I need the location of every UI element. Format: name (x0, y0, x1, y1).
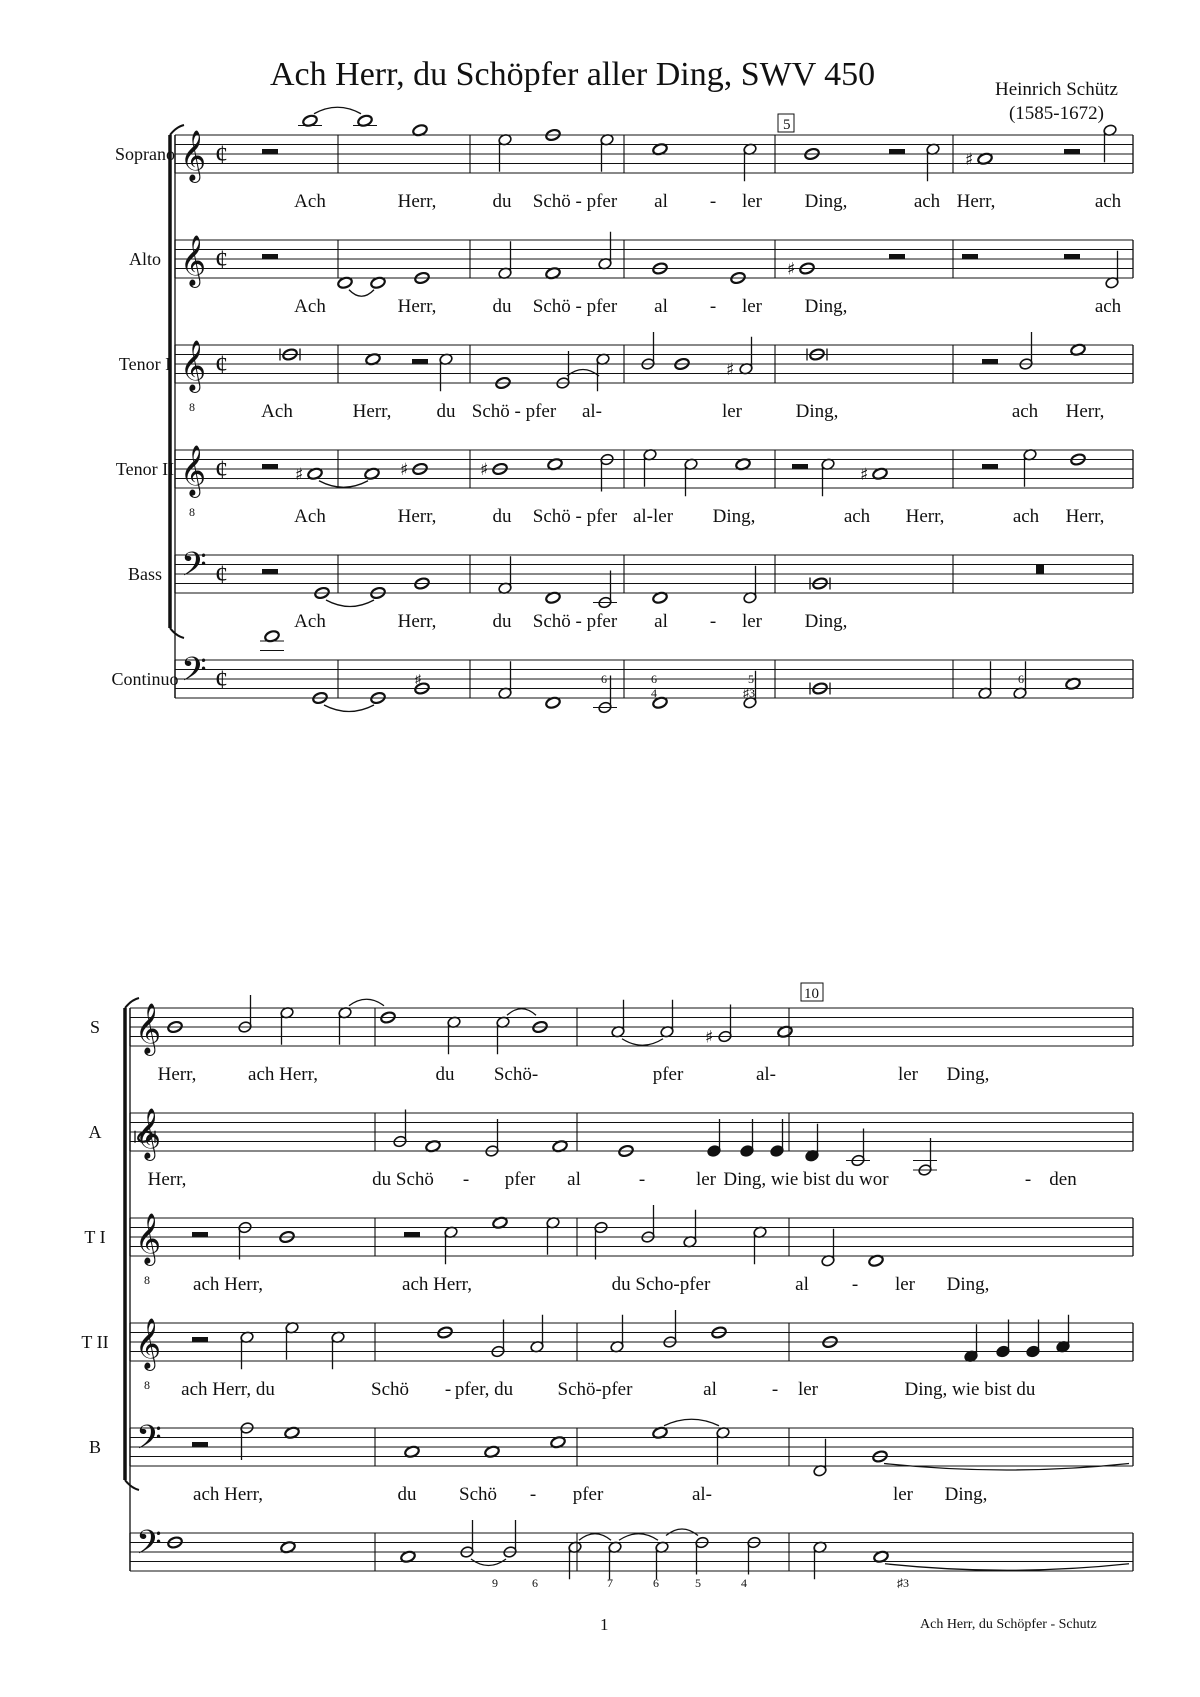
lyric-syllable: - (638, 1169, 646, 1190)
part-name: S (89, 1017, 101, 1037)
lyric-syllable: Ach (294, 611, 326, 632)
bass-clef-icon: 𝄢 (136, 1419, 162, 1465)
lyric-syllable: Herr, (157, 1064, 197, 1085)
part-name: T I (84, 1227, 106, 1247)
lyric-syllable: Ach (294, 506, 326, 527)
bass-clef-icon: 𝄢 (136, 1524, 162, 1570)
lyric-syllable: du Scho-pfer (611, 1274, 711, 1295)
lyric-syllable: Herr, (397, 506, 437, 527)
sharp-icon: ♯ (726, 359, 735, 380)
tie (622, 1039, 663, 1046)
tie (884, 1464, 1129, 1471)
lyric-syllable: al (654, 296, 668, 317)
lyric-syllable: ler (695, 1169, 717, 1190)
lyric-syllable: al-ler (632, 506, 674, 527)
tie (471, 1559, 506, 1566)
lyric-syllable: du (397, 1484, 417, 1505)
half-rest-icon (792, 464, 808, 469)
lyric-syllable: al- (581, 401, 603, 422)
tie (324, 705, 374, 712)
lyric-syllable: ler (741, 611, 763, 632)
lyric-syllable: Ach (294, 296, 326, 317)
lyric-syllable: du (435, 1064, 455, 1085)
lyric-syllable: - (529, 1484, 537, 1505)
lyric-syllable: Herr, (147, 1169, 187, 1190)
figured-bass-number: 6 (651, 672, 657, 686)
half-rest-icon (1064, 254, 1080, 259)
time-signature-icon: ¢ (215, 350, 228, 379)
lyric-syllable: Schö - pfer (471, 401, 557, 422)
lyric-syllable: Ding, (804, 611, 848, 632)
staff-2 (130, 1108, 1133, 1176)
half-rest-icon (412, 359, 428, 364)
treble-clef-icon: 𝄞 (180, 235, 207, 286)
lyric-syllable: Ding, (944, 1484, 988, 1505)
lyric-syllable: al (567, 1169, 581, 1190)
lyric-syllable: al (654, 611, 668, 632)
lyric-syllable: ler (741, 191, 763, 212)
measure-number: 5 (783, 117, 791, 133)
tie (349, 290, 374, 297)
lyric-syllable: ach Herr, (193, 1274, 263, 1295)
tie (579, 1534, 611, 1541)
lyric-syllable: Schö - pfer (532, 296, 618, 317)
tie (319, 481, 368, 488)
lyric-syllable: ach Herr, (193, 1484, 263, 1505)
half-rest-icon (262, 149, 278, 154)
figured-bass-number: ♯ (415, 672, 421, 686)
treble-clef-icon: 𝄞 (135, 1108, 162, 1159)
lyric-syllable: al (795, 1274, 809, 1295)
lyric-syllable: den (1049, 1169, 1077, 1190)
half-rest-icon (889, 254, 905, 259)
lyric-syllable: ach Herr, (402, 1274, 472, 1295)
tie (619, 1534, 658, 1541)
part-name: Alto (128, 249, 162, 269)
half-rest-icon (192, 1232, 208, 1237)
lyric-syllable: Ach (294, 191, 326, 212)
lyric-syllable: Ding, (804, 191, 848, 212)
lyric-syllable: Ach (261, 401, 293, 422)
lyric-syllable: Herr, (1065, 506, 1105, 527)
octave-mark: 8 (189, 505, 195, 519)
lyric-syllable: - (851, 1274, 859, 1295)
staff-1 (175, 107, 1133, 183)
lyric-syllable: du Schö (372, 1169, 434, 1190)
lyric-syllable: - (1024, 1169, 1032, 1190)
treble-clef-icon: 𝄞 (135, 1318, 162, 1369)
lyric-syllable: ach Herr, du (181, 1379, 275, 1400)
tie (314, 107, 361, 114)
part-name: A (88, 1122, 102, 1142)
lyric-syllable: Ding, wie bist du (904, 1379, 1036, 1400)
tie (507, 1009, 536, 1016)
lyric-syllable: du (492, 191, 512, 212)
figured-bass-number: 6 (1018, 672, 1024, 686)
treble-clef-icon: 𝄞 (180, 445, 207, 496)
breve-rest-icon (1036, 565, 1044, 575)
lyric-syllable: ler (721, 401, 743, 422)
lyric-syllable: pfer (572, 1484, 604, 1505)
time-signature-icon: ¢ (215, 140, 228, 169)
sharp-icon: ♯ (480, 460, 489, 480)
figured-bass-number: 6 (532, 1576, 538, 1590)
figured-bass-number: 4 (741, 1576, 747, 1590)
part-name: B (88, 1437, 102, 1457)
part-name: Soprano (115, 144, 175, 164)
lyric-syllable: Herr, (956, 191, 996, 212)
half-rest-icon (1064, 149, 1080, 154)
lyric-syllable: Ding, (946, 1064, 990, 1085)
octave-mark: 8 (144, 1273, 150, 1287)
lyric-syllable: ler (894, 1274, 916, 1295)
footer-caption: Ach Herr, du Schöpfer - Schutz (920, 1617, 1097, 1632)
lyric-syllable: ach (1011, 401, 1039, 422)
lyric-syllable: du (492, 506, 512, 527)
lyric-syllable: Ding, (795, 401, 839, 422)
sharp-icon: ♯ (400, 460, 409, 480)
lyric-syllable: Herr, (352, 401, 392, 422)
lyric-syllable: Herr, (397, 296, 437, 317)
lyric-syllable: Herr, (1065, 401, 1105, 422)
part-name: Tenor II (115, 459, 175, 479)
treble-clef-icon: 𝄞 (180, 130, 207, 181)
staff-1 (130, 995, 1133, 1056)
bass-clef-icon: 𝄢 (181, 546, 207, 592)
part-name: Continuo (111, 669, 179, 689)
lyric-syllable: - (709, 191, 717, 212)
half-rest-icon (982, 464, 998, 469)
sharp-icon: ♯ (965, 149, 974, 170)
lyric-syllable: du (492, 296, 512, 317)
staff-2 (175, 232, 1133, 297)
figured-bass-number: 4 (651, 686, 657, 700)
time-signature-icon: ¢ (215, 665, 228, 694)
lyric-syllable: ach (1094, 191, 1122, 212)
lyric-syllable: Schö - pfer (532, 191, 618, 212)
lyric-syllable: - (444, 1379, 452, 1400)
half-rest-icon (262, 464, 278, 469)
half-rest-icon (262, 254, 278, 259)
sharp-icon: ♯ (295, 464, 304, 485)
lyric-syllable: pfer, du (454, 1379, 514, 1400)
half-rest-icon (192, 1442, 208, 1447)
tie (567, 370, 599, 377)
bracket-hook (170, 628, 184, 638)
lyric-syllable: pfer (652, 1064, 684, 1085)
lyric-syllable: Schö- (493, 1064, 539, 1085)
lyric-syllable: ler (741, 296, 763, 317)
staff-5 (130, 1419, 1133, 1477)
lyric-syllable: ach (1094, 296, 1122, 317)
lyric-syllable: Ding, (712, 506, 756, 527)
half-rest-icon (982, 359, 998, 364)
lyric-syllable: Ding, wie bist du wor (723, 1169, 889, 1190)
lyric-syllable: Schö-pfer (557, 1379, 633, 1400)
figured-bass-number: ♯3 (743, 686, 755, 700)
lyric-syllable: ach Herr, (248, 1064, 318, 1085)
treble-clef-icon: 𝄞 (135, 1213, 162, 1264)
lyric-syllable: - (771, 1379, 779, 1400)
lyric-syllable: du (492, 611, 512, 632)
lyric-syllable: - (462, 1169, 470, 1190)
tie (885, 1564, 1129, 1571)
figured-bass-number: 6 (653, 1576, 659, 1590)
lyric-syllable: al- (691, 1484, 713, 1505)
tie (664, 1419, 719, 1426)
lyric-syllable: Ding, (804, 296, 848, 317)
treble-clef-icon: 𝄞 (180, 340, 207, 391)
lyric-syllable: al- (755, 1064, 777, 1085)
bass-clef-icon: 𝄢 (181, 651, 207, 697)
page-number: 1 (600, 1615, 609, 1634)
figured-bass-number: 9 (492, 1576, 498, 1590)
half-rest-icon (404, 1232, 420, 1237)
half-rest-icon (262, 569, 278, 574)
lyric-syllable: Schö (459, 1484, 497, 1505)
lyric-syllable: Schö (371, 1379, 409, 1400)
time-signature-icon: ¢ (215, 245, 228, 274)
lyric-syllable: Herr, (397, 191, 437, 212)
tie (326, 600, 374, 607)
composer-dates: (1585-1672) (1008, 103, 1104, 124)
lyric-syllable: ach (913, 191, 941, 212)
lyric-syllable: Schö - pfer (532, 611, 618, 632)
sharp-icon: ♯ (705, 1027, 714, 1048)
tie (349, 999, 384, 1006)
staff-6 (130, 1520, 1133, 1579)
lyric-syllable: ach (843, 506, 871, 527)
part-name: Tenor I (118, 354, 172, 374)
composer-name: Heinrich Schütz (995, 79, 1118, 100)
octave-mark: 8 (189, 400, 195, 414)
staff-5 (175, 546, 1133, 609)
lyric-syllable: al (654, 191, 668, 212)
bracket-hook (125, 1480, 139, 1490)
part-name: T II (81, 1332, 109, 1352)
figured-bass-number: 5 (748, 672, 754, 686)
lyric-syllable: ler (892, 1484, 914, 1505)
time-signature-icon: ¢ (215, 560, 228, 589)
lyric-syllable: Herr, (905, 506, 945, 527)
lyric-syllable: du (436, 401, 456, 422)
figured-bass-number: 5 (695, 1576, 701, 1590)
lyric-syllable: Schö - pfer (532, 506, 618, 527)
octave-mark: 8 (144, 1378, 150, 1392)
half-rest-icon (192, 1337, 208, 1342)
treble-clef-icon: 𝄞 (135, 1003, 162, 1054)
lyric-syllable: - (709, 611, 717, 632)
sharp-icon: ♯ (787, 259, 796, 280)
lyric-syllable: al (703, 1379, 717, 1400)
lyric-syllable: - (709, 296, 717, 317)
measure-number: 10 (804, 986, 819, 1002)
part-name: Bass (127, 564, 163, 584)
time-signature-icon: ¢ (215, 455, 228, 484)
lyric-syllable: ler (897, 1064, 919, 1085)
staff-3 (175, 332, 1133, 414)
tie (666, 1529, 698, 1536)
lyric-syllable: ler (797, 1379, 819, 1400)
lyric-syllable: Herr, (397, 611, 437, 632)
half-rest-icon (962, 254, 978, 259)
lyric-syllable: Ding, (946, 1274, 990, 1295)
figured-bass-number: ♯3 (897, 1576, 909, 1590)
figured-bass-number: 7 (607, 1576, 613, 1590)
figured-bass-number: 6 (601, 672, 607, 686)
page-title: Ach Herr, du Schöpfer aller Ding, SWV 450 (270, 56, 876, 93)
lyric-syllable: ach (1012, 506, 1040, 527)
lyric-syllable: pfer (504, 1169, 536, 1190)
half-rest-icon (889, 149, 905, 154)
sharp-icon: ♯ (860, 464, 869, 485)
